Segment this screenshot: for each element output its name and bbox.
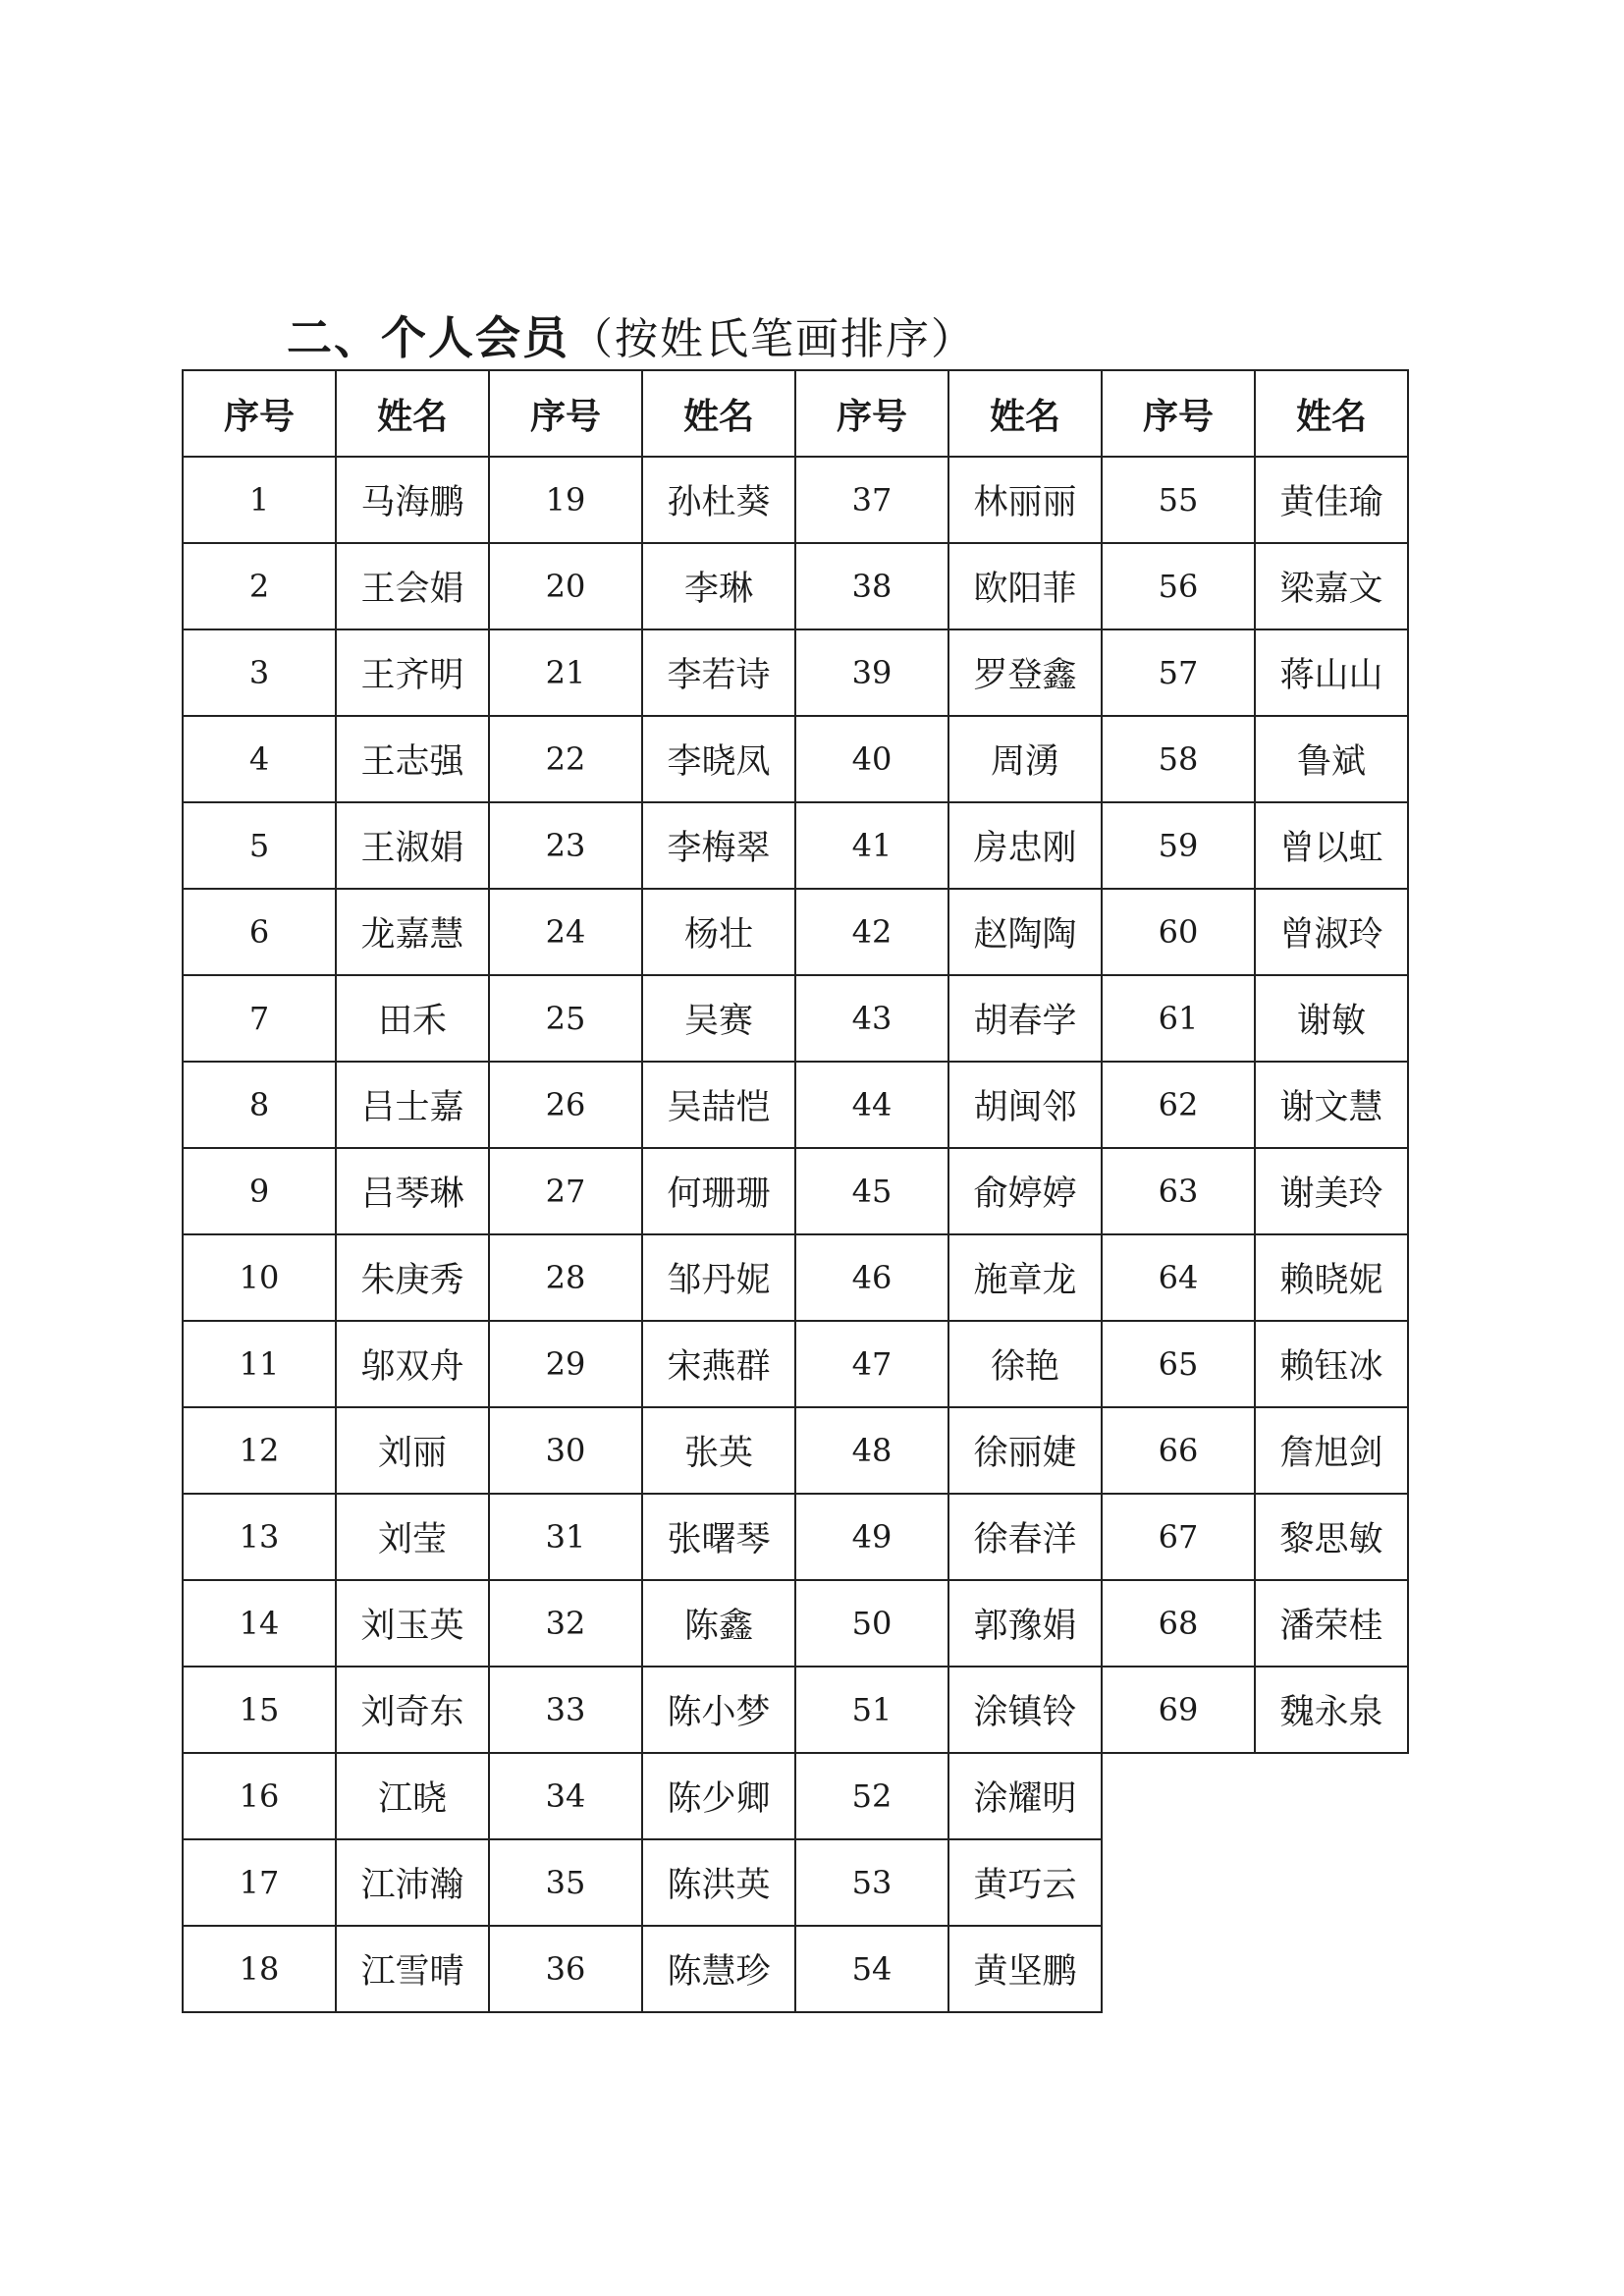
empty-cell (1255, 1926, 1408, 2012)
member-name: 涂镇铃 (948, 1667, 1102, 1753)
member-name: 田禾 (336, 975, 489, 1062)
member-name: 房忠刚 (948, 802, 1102, 889)
empty-cell (1102, 1753, 1255, 1839)
member-number: 6 (183, 889, 336, 975)
header-name: 姓名 (642, 370, 795, 457)
member-name: 徐艳 (948, 1321, 1102, 1407)
member-number: 35 (489, 1839, 642, 1926)
member-number: 59 (1102, 802, 1255, 889)
empty-cell (1255, 1839, 1408, 1926)
member-number: 33 (489, 1667, 642, 1753)
member-number: 19 (489, 457, 642, 543)
header-number: 序号 (183, 370, 336, 457)
member-number: 36 (489, 1926, 642, 2012)
member-name: 谢文慧 (1255, 1062, 1408, 1148)
table-row (183, 1494, 1408, 1580)
member-number: 22 (489, 716, 642, 802)
member-number: 9 (183, 1148, 336, 1234)
member-name: 吴赛 (642, 975, 795, 1062)
member-number: 62 (1102, 1062, 1255, 1148)
member-name: 吴喆恺 (642, 1062, 795, 1148)
member-number: 38 (795, 543, 948, 629)
member-name: 蒋山山 (1255, 629, 1408, 716)
member-number: 53 (795, 1839, 948, 1926)
member-number: 43 (795, 975, 948, 1062)
member-number: 2 (183, 543, 336, 629)
member-name: 欧阳菲 (948, 543, 1102, 629)
member-number: 51 (795, 1667, 948, 1753)
member-name: 刘莹 (336, 1494, 489, 1580)
member-number: 27 (489, 1148, 642, 1234)
member-number: 18 (183, 1926, 336, 2012)
member-name: 吕士嘉 (336, 1062, 489, 1148)
section-subtitle: （按姓氏笔画排序） (569, 314, 976, 364)
member-number: 13 (183, 1494, 336, 1580)
member-name: 胡闽邻 (948, 1062, 1102, 1148)
member-name: 马海鹏 (336, 457, 489, 543)
member-name: 李若诗 (642, 629, 795, 716)
section-title: 二、个人会员 (287, 311, 569, 364)
member-name: 罗登鑫 (948, 629, 1102, 716)
member-name: 潘荣桂 (1255, 1580, 1408, 1667)
member-name: 王齐明 (336, 629, 489, 716)
member-name: 谢敏 (1255, 975, 1408, 1062)
member-name: 黄佳瑜 (1255, 457, 1408, 543)
table-row (183, 457, 1408, 543)
member-name: 龙嘉慧 (336, 889, 489, 975)
member-name: 邹丹妮 (642, 1234, 795, 1321)
member-name: 周湧 (948, 716, 1102, 802)
table-row (183, 1667, 1408, 1753)
table-row (183, 1407, 1408, 1494)
member-number: 52 (795, 1753, 948, 1839)
member-number: 54 (795, 1926, 948, 2012)
member-number: 32 (489, 1580, 642, 1667)
member-name: 刘奇东 (336, 1667, 489, 1753)
member-name: 杨壮 (642, 889, 795, 975)
table-row (183, 1062, 1408, 1148)
member-number: 64 (1102, 1234, 1255, 1321)
member-name: 李梅翠 (642, 802, 795, 889)
member-name: 张英 (642, 1407, 795, 1494)
member-number: 45 (795, 1148, 948, 1234)
table-row (183, 716, 1408, 802)
member-name: 张曙琴 (642, 1494, 795, 1580)
member-number: 65 (1102, 1321, 1255, 1407)
member-number: 5 (183, 802, 336, 889)
member-name: 梁嘉文 (1255, 543, 1408, 629)
table-row (183, 1839, 1408, 1926)
member-name: 詹旭剑 (1255, 1407, 1408, 1494)
member-name: 曾以虹 (1255, 802, 1408, 889)
member-name: 何珊珊 (642, 1148, 795, 1234)
member-name: 江雪晴 (336, 1926, 489, 2012)
member-number: 46 (795, 1234, 948, 1321)
member-number: 30 (489, 1407, 642, 1494)
table-row (183, 1148, 1408, 1234)
member-number: 50 (795, 1580, 948, 1667)
empty-cell (1102, 1839, 1255, 1926)
header-number: 序号 (795, 370, 948, 457)
member-name: 曾淑玲 (1255, 889, 1408, 975)
member-number: 24 (489, 889, 642, 975)
member-number: 3 (183, 629, 336, 716)
member-name: 徐丽婕 (948, 1407, 1102, 1494)
member-number: 16 (183, 1753, 336, 1839)
empty-cell (1102, 1926, 1255, 2012)
member-name: 谢美玲 (1255, 1148, 1408, 1234)
member-name: 鲁斌 (1255, 716, 1408, 802)
member-number: 58 (1102, 716, 1255, 802)
member-name: 江沛瀚 (336, 1839, 489, 1926)
member-name: 陈小梦 (642, 1667, 795, 1753)
member-number: 25 (489, 975, 642, 1062)
member-name: 刘玉英 (336, 1580, 489, 1667)
member-name: 江晓 (336, 1753, 489, 1839)
member-name: 王会娟 (336, 543, 489, 629)
member-name: 孙杜葵 (642, 457, 795, 543)
table-row (183, 975, 1408, 1062)
member-name: 王志强 (336, 716, 489, 802)
member-name: 李琳 (642, 543, 795, 629)
member-name: 赖晓妮 (1255, 1234, 1408, 1321)
member-name: 魏永泉 (1255, 1667, 1408, 1753)
table-row (183, 1234, 1408, 1321)
member-number: 15 (183, 1667, 336, 1753)
member-number: 34 (489, 1753, 642, 1839)
member-number: 40 (795, 716, 948, 802)
member-number: 61 (1102, 975, 1255, 1062)
member-number: 37 (795, 457, 948, 543)
member-name: 赖钰冰 (1255, 1321, 1408, 1407)
member-name: 黎思敏 (1255, 1494, 1408, 1580)
member-number: 68 (1102, 1580, 1255, 1667)
header-name: 姓名 (336, 370, 489, 457)
member-number: 39 (795, 629, 948, 716)
member-name: 宋燕群 (642, 1321, 795, 1407)
member-number: 44 (795, 1062, 948, 1148)
member-number: 47 (795, 1321, 948, 1407)
member-number: 14 (183, 1580, 336, 1667)
member-number: 26 (489, 1062, 642, 1148)
member-name: 徐春洋 (948, 1494, 1102, 1580)
member-name: 施章龙 (948, 1234, 1102, 1321)
member-number: 60 (1102, 889, 1255, 975)
member-number: 20 (489, 543, 642, 629)
section-heading (287, 308, 976, 369)
member-name: 郭豫娟 (948, 1580, 1102, 1667)
member-name: 刘丽 (336, 1407, 489, 1494)
member-number: 4 (183, 716, 336, 802)
member-name: 朱庚秀 (336, 1234, 489, 1321)
empty-cell (1255, 1753, 1408, 1839)
member-number: 8 (183, 1062, 336, 1148)
member-number: 56 (1102, 543, 1255, 629)
member-number: 57 (1102, 629, 1255, 716)
member-table (182, 369, 1409, 2013)
member-name: 陈洪英 (642, 1839, 795, 1926)
header-number: 序号 (489, 370, 642, 457)
member-number: 7 (183, 975, 336, 1062)
member-name: 吕琴琳 (336, 1148, 489, 1234)
member-number: 28 (489, 1234, 642, 1321)
member-number: 42 (795, 889, 948, 975)
member-number: 21 (489, 629, 642, 716)
member-number: 1 (183, 457, 336, 543)
member-number: 12 (183, 1407, 336, 1494)
table-row (183, 1926, 1408, 2012)
header-name: 姓名 (1255, 370, 1408, 457)
member-number: 23 (489, 802, 642, 889)
member-number: 67 (1102, 1494, 1255, 1580)
member-name: 李晓凤 (642, 716, 795, 802)
member-name: 俞婷婷 (948, 1148, 1102, 1234)
table-row (183, 543, 1408, 629)
member-name: 黄坚鹏 (948, 1926, 1102, 2012)
member-number: 31 (489, 1494, 642, 1580)
member-number: 66 (1102, 1407, 1255, 1494)
member-number: 29 (489, 1321, 642, 1407)
member-name: 邬双舟 (336, 1321, 489, 1407)
table-row (183, 629, 1408, 716)
member-number: 55 (1102, 457, 1255, 543)
member-number: 10 (183, 1234, 336, 1321)
member-number: 48 (795, 1407, 948, 1494)
member-name: 林丽丽 (948, 457, 1102, 543)
member-table-body (183, 457, 1408, 2012)
member-name: 胡春学 (948, 975, 1102, 1062)
table-row (183, 889, 1408, 975)
member-name: 陈慧珍 (642, 1926, 795, 2012)
member-number: 17 (183, 1839, 336, 1926)
header-name: 姓名 (948, 370, 1102, 457)
member-number: 63 (1102, 1148, 1255, 1234)
table-row (183, 1321, 1408, 1407)
member-number: 11 (183, 1321, 336, 1407)
member-name: 陈鑫 (642, 1580, 795, 1667)
member-name: 赵陶陶 (948, 889, 1102, 975)
table-header-row (183, 370, 1408, 457)
member-number: 41 (795, 802, 948, 889)
member-number: 69 (1102, 1667, 1255, 1753)
table-row (183, 1753, 1408, 1839)
member-name: 王淑娟 (336, 802, 489, 889)
table-row (183, 1580, 1408, 1667)
table-row (183, 802, 1408, 889)
member-number: 49 (795, 1494, 948, 1580)
member-name: 黄巧云 (948, 1839, 1102, 1926)
header-number: 序号 (1102, 370, 1255, 457)
member-name: 陈少卿 (642, 1753, 795, 1839)
member-name: 涂耀明 (948, 1753, 1102, 1839)
